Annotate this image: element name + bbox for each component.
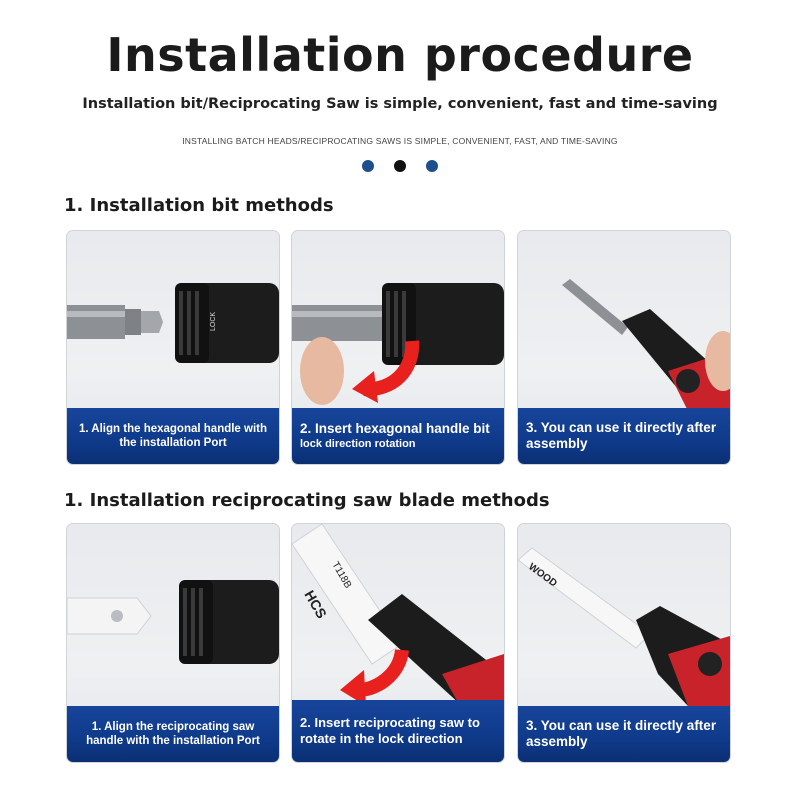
page-caption: INSTALLING BATCH HEADS/RECIPROCATING SAWS IS SIMPLE, CONVENIENT, FAST, AND TIME-SAVING: [182, 136, 618, 146]
step-caption-bar: [292, 408, 504, 464]
saw-blade-align-icon: [67, 524, 279, 706]
step-caption: [300, 421, 496, 452]
step-caption: 3. You can use it directly after assembly: [526, 718, 717, 749]
step-caption-bar: [292, 700, 504, 762]
step-caption-bar: [67, 706, 279, 762]
blade-code: T118B: [329, 560, 354, 591]
step-caption-bar: [518, 408, 730, 464]
section-title-bit: 1. Installation bit methods: [64, 195, 334, 216]
step-card-saw-3: [518, 524, 730, 762]
pager-dots: [0, 159, 800, 173]
step-card-bit-1: [67, 231, 279, 464]
blade-brand: WOOD: [526, 561, 559, 590]
dot-1: [362, 160, 374, 172]
step-caption-line2: lock direction rotation: [300, 437, 416, 450]
screwdriver-icon: [518, 231, 730, 411]
page-subtitle: Installation bit/Reciprocating Saw is simple, convenient, fast and time-saving: [82, 96, 718, 112]
step-caption-bar: [67, 408, 279, 464]
blade-mark: HCS: [301, 587, 331, 622]
lock-label: LOCK: [210, 311, 217, 331]
step-card-bit-3: [518, 231, 730, 464]
hex-bit-align-icon: [67, 231, 279, 411]
section-title-saw: 1. Installation reciprocating saw blade methods: [64, 490, 550, 511]
step-caption: 3. You can use it directly after assembly: [526, 420, 717, 451]
step-illustration: [292, 524, 504, 706]
step-illustration: [292, 231, 504, 411]
step-caption: 1. Align the hexagonal handle with the installation Port: [78, 423, 268, 449]
dot-2: [394, 160, 406, 172]
dot-3: [426, 160, 438, 172]
step-card-saw-1: [67, 524, 279, 762]
saw-handle-icon: [518, 524, 730, 706]
step-caption-bar: [518, 706, 730, 762]
page-title: Installation procedure: [106, 28, 694, 82]
step-caption: 2. Insert reciprocating saw to rotate in the lock direction: [300, 715, 480, 746]
step-caption: 1. Align the reciprocating saw handle with the installation Port: [86, 721, 260, 747]
step-caption-line1: 2. Insert hexagonal handle bit: [300, 420, 490, 436]
step-card-bit-2: [292, 231, 504, 464]
step-card-saw-2: [292, 524, 504, 762]
